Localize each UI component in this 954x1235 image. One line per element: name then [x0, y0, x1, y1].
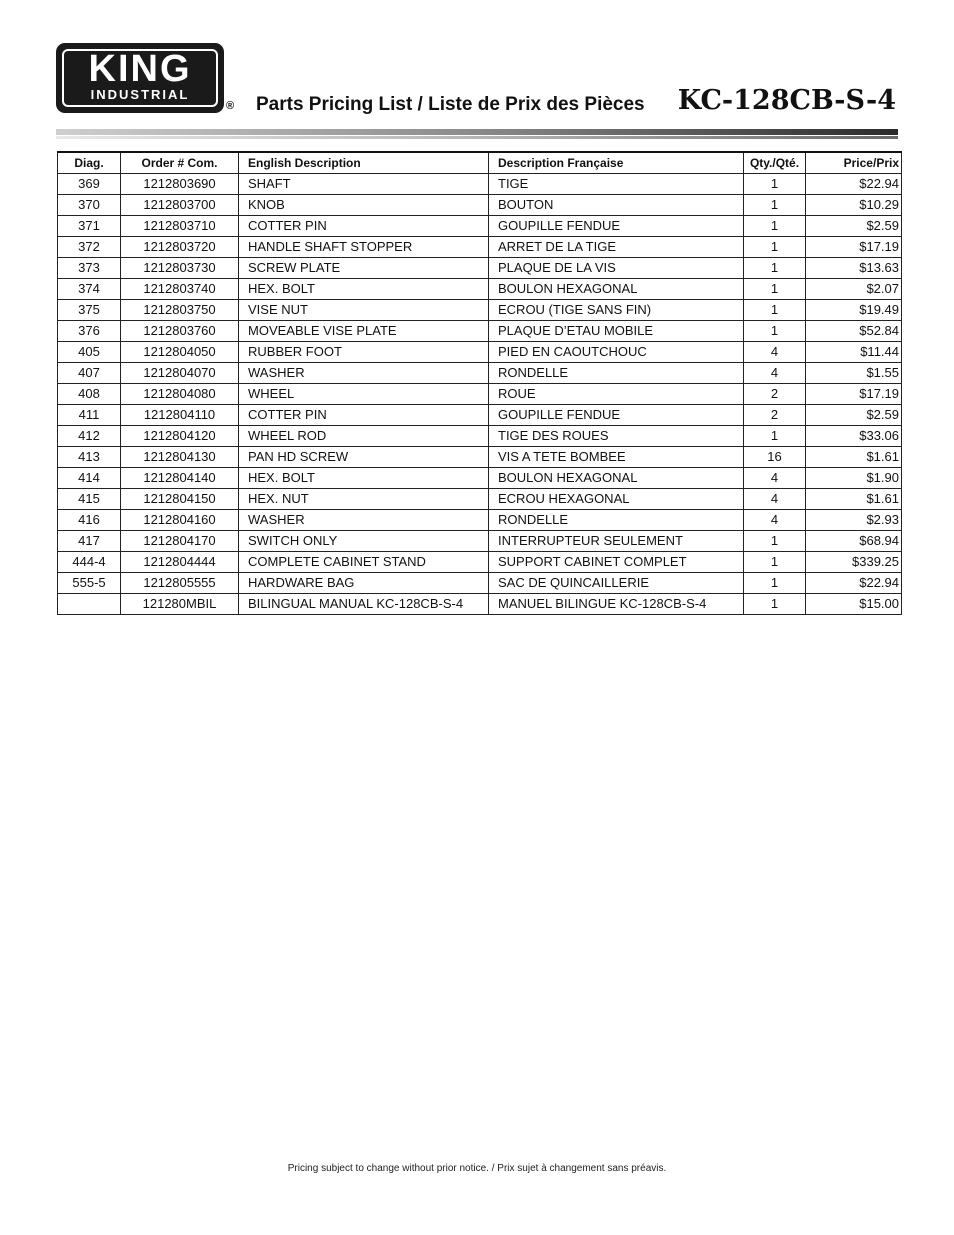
- cell-quantity: 16: [744, 447, 806, 468]
- cell-diag: 415: [58, 489, 121, 510]
- cell-diag: 407: [58, 363, 121, 384]
- cell-french-description: GOUPILLE FENDUE: [489, 216, 744, 237]
- cell-price: $17.19: [806, 384, 902, 405]
- cell-quantity: 1: [744, 594, 806, 615]
- cell-diag: 414: [58, 468, 121, 489]
- table-row: [58, 426, 902, 447]
- table-row: [58, 174, 902, 195]
- column-header-french: Description Française: [489, 152, 744, 174]
- cell-diag: 371: [58, 216, 121, 237]
- cell-english-description: RUBBER FOOT: [239, 342, 489, 363]
- cell-english-description: WHEEL ROD: [239, 426, 489, 447]
- table-row: [58, 573, 902, 594]
- cell-price: $1.90: [806, 468, 902, 489]
- cell-order-number: 1212804080: [121, 384, 239, 405]
- cell-quantity: 1: [744, 279, 806, 300]
- cell-french-description: ARRET DE LA TIGE: [489, 237, 744, 258]
- cell-order-number: 1212803710: [121, 216, 239, 237]
- cell-diag: 375: [58, 300, 121, 321]
- cell-english-description: WHEEL: [239, 384, 489, 405]
- cell-english-description: HEX. BOLT: [239, 279, 489, 300]
- cell-diag: 417: [58, 531, 121, 552]
- cell-french-description: BOUTON: [489, 195, 744, 216]
- cell-quantity: 2: [744, 405, 806, 426]
- cell-order-number: 1212804170: [121, 531, 239, 552]
- table-row: [58, 237, 902, 258]
- cell-english-description: COMPLETE CABINET STAND: [239, 552, 489, 573]
- cell-quantity: 4: [744, 489, 806, 510]
- cell-quantity: 1: [744, 552, 806, 573]
- cell-price: $22.94: [806, 573, 902, 594]
- cell-french-description: VIS A TETE BOMBEE: [489, 447, 744, 468]
- cell-quantity: 4: [744, 468, 806, 489]
- cell-price: $68.94: [806, 531, 902, 552]
- table-row: [58, 321, 902, 342]
- cell-french-description: BOULON HEXAGONAL: [489, 468, 744, 489]
- cell-diag: 555-5: [58, 573, 121, 594]
- table-row: [58, 216, 902, 237]
- cell-diag: 416: [58, 510, 121, 531]
- cell-french-description: RONDELLE: [489, 363, 744, 384]
- cell-price: $1.61: [806, 489, 902, 510]
- cell-quantity: 2: [744, 384, 806, 405]
- cell-french-description: GOUPILLE FENDUE: [489, 405, 744, 426]
- cell-diag: 374: [58, 279, 121, 300]
- cell-order-number: 1212803700: [121, 195, 239, 216]
- cell-price: $10.29: [806, 195, 902, 216]
- table-row: [58, 384, 902, 405]
- cell-english-description: HANDLE SHAFT STOPPER: [239, 237, 489, 258]
- header-divider-secondary: [56, 136, 898, 139]
- cell-english-description: HARDWARE BAG: [239, 573, 489, 594]
- cell-order-number: 1212804444: [121, 552, 239, 573]
- table-row: [58, 489, 902, 510]
- table-row: [58, 405, 902, 426]
- cell-quantity: 4: [744, 510, 806, 531]
- cell-order-number: 1212804160: [121, 510, 239, 531]
- cell-order-number: 1212803730: [121, 258, 239, 279]
- cell-quantity: 1: [744, 426, 806, 447]
- registered-mark: ®: [226, 100, 235, 112]
- cell-order-number: 1212803750: [121, 300, 239, 321]
- table-row: [58, 531, 902, 552]
- header-divider: [56, 129, 898, 135]
- cell-english-description: KNOB: [239, 195, 489, 216]
- cell-english-description: VISE NUT: [239, 300, 489, 321]
- column-header-price: Price/Prix: [806, 152, 902, 174]
- cell-quantity: 1: [744, 321, 806, 342]
- cell-diag: 412: [58, 426, 121, 447]
- cell-price: $11.44: [806, 342, 902, 363]
- table-row: [58, 468, 902, 489]
- cell-order-number: 1212804120: [121, 426, 239, 447]
- cell-quantity: 1: [744, 300, 806, 321]
- cell-order-number: 1212804070: [121, 363, 239, 384]
- cell-english-description: HEX. NUT: [239, 489, 489, 510]
- cell-diag: 408: [58, 384, 121, 405]
- table-row: [58, 195, 902, 216]
- cell-english-description: HEX. BOLT: [239, 468, 489, 489]
- cell-quantity: 1: [744, 573, 806, 594]
- table-row: [58, 342, 902, 363]
- cell-price: $22.94: [806, 174, 902, 195]
- cell-price: $1.61: [806, 447, 902, 468]
- cell-diag: 376: [58, 321, 121, 342]
- cell-english-description: SWITCH ONLY: [239, 531, 489, 552]
- cell-french-description: SAC DE QUINCAILLERIE: [489, 573, 744, 594]
- cell-quantity: 4: [744, 342, 806, 363]
- cell-diag: [58, 594, 121, 615]
- cell-price: $15.00: [806, 594, 902, 615]
- cell-price: $339.25: [806, 552, 902, 573]
- cell-french-description: TIGE: [489, 174, 744, 195]
- logo-king-text: KING: [88, 48, 192, 90]
- cell-diag: 411: [58, 405, 121, 426]
- cell-quantity: 1: [744, 237, 806, 258]
- cell-order-number: 1212803740: [121, 279, 239, 300]
- cell-english-description: WASHER: [239, 363, 489, 384]
- cell-order-number: 1212805555: [121, 573, 239, 594]
- cell-order-number: 1212803690: [121, 174, 239, 195]
- cell-diag: 373: [58, 258, 121, 279]
- cell-french-description: ECROU (TIGE SANS FIN): [489, 300, 744, 321]
- page-title: Parts Pricing List / Liste de Prix des Pièces: [256, 94, 645, 115]
- king-industrial-logo: [56, 43, 224, 113]
- cell-quantity: 4: [744, 363, 806, 384]
- table-body: [58, 174, 902, 615]
- cell-english-description: PAN HD SCREW: [239, 447, 489, 468]
- cell-diag: 405: [58, 342, 121, 363]
- logo-industrial-text: INDUSTRIAL: [90, 87, 190, 102]
- cell-quantity: 1: [744, 216, 806, 237]
- cell-price: $13.63: [806, 258, 902, 279]
- column-header-english: English Description: [239, 152, 489, 174]
- cell-french-description: ROUE: [489, 384, 744, 405]
- table-row: [58, 447, 902, 468]
- cell-french-description: PLAQUE DE LA VIS: [489, 258, 744, 279]
- cell-price: $2.59: [806, 405, 902, 426]
- cell-price: $2.07: [806, 279, 902, 300]
- cell-french-description: PLAQUE D’ETAU MOBILE: [489, 321, 744, 342]
- cell-price: $33.06: [806, 426, 902, 447]
- cell-price: $2.59: [806, 216, 902, 237]
- cell-diag: 372: [58, 237, 121, 258]
- cell-french-description: PIED EN CAOUTCHOUC: [489, 342, 744, 363]
- table-row: [58, 552, 902, 573]
- column-header-order: Order # Com.: [121, 152, 239, 174]
- table-row: [58, 363, 902, 384]
- table-row: [58, 510, 902, 531]
- cell-french-description: RONDELLE: [489, 510, 744, 531]
- cell-english-description: BILINGUAL MANUAL KC-128CB-S-4: [239, 594, 489, 615]
- cell-price: $19.49: [806, 300, 902, 321]
- cell-order-number: 1212804130: [121, 447, 239, 468]
- cell-quantity: 1: [744, 195, 806, 216]
- table-row: [58, 300, 902, 321]
- cell-english-description: WASHER: [239, 510, 489, 531]
- model-number: KC-128CB-S-4: [677, 85, 896, 116]
- cell-price: $52.84: [806, 321, 902, 342]
- cell-diag: 444-4: [58, 552, 121, 573]
- cell-diag: 370: [58, 195, 121, 216]
- cell-english-description: COTTER PIN: [239, 216, 489, 237]
- cell-quantity: 1: [744, 258, 806, 279]
- cell-english-description: MOVEABLE VISE PLATE: [239, 321, 489, 342]
- cell-quantity: 1: [744, 531, 806, 552]
- cell-french-description: TIGE DES ROUES: [489, 426, 744, 447]
- column-header-diag: Diag.: [58, 152, 121, 174]
- cell-order-number: 1212803760: [121, 321, 239, 342]
- cell-diag: 369: [58, 174, 121, 195]
- table-row: [58, 279, 902, 300]
- table-row: [58, 594, 902, 615]
- cell-price: $1.55: [806, 363, 902, 384]
- cell-order-number: 1212804150: [121, 489, 239, 510]
- parts-pricing-table: [57, 151, 902, 615]
- cell-french-description: BOULON HEXAGONAL: [489, 279, 744, 300]
- cell-order-number: 1212804110: [121, 405, 239, 426]
- cell-french-description: INTERRUPTEUR SEULEMENT: [489, 531, 744, 552]
- cell-french-description: SUPPORT CABINET COMPLET: [489, 552, 744, 573]
- table-header-row: [58, 152, 902, 174]
- cell-order-number: 121280MBIL: [121, 594, 239, 615]
- cell-french-description: MANUEL BILINGUE KC-128CB-S-4: [489, 594, 744, 615]
- cell-diag: 413: [58, 447, 121, 468]
- cell-price: $17.19: [806, 237, 902, 258]
- cell-english-description: COTTER PIN: [239, 405, 489, 426]
- cell-english-description: SHAFT: [239, 174, 489, 195]
- column-header-qty: Qty./Qté.: [744, 152, 806, 174]
- cell-quantity: 1: [744, 174, 806, 195]
- cell-price: $2.93: [806, 510, 902, 531]
- pricing-disclaimer: Pricing subject to change without prior notice. / Prix sujet à changement sans préavis.: [287, 1163, 667, 1174]
- table-row: [58, 258, 902, 279]
- cell-english-description: SCREW PLATE: [239, 258, 489, 279]
- cell-french-description: ECROU HEXAGONAL: [489, 489, 744, 510]
- cell-order-number: 1212803720: [121, 237, 239, 258]
- cell-order-number: 1212804140: [121, 468, 239, 489]
- cell-order-number: 1212804050: [121, 342, 239, 363]
